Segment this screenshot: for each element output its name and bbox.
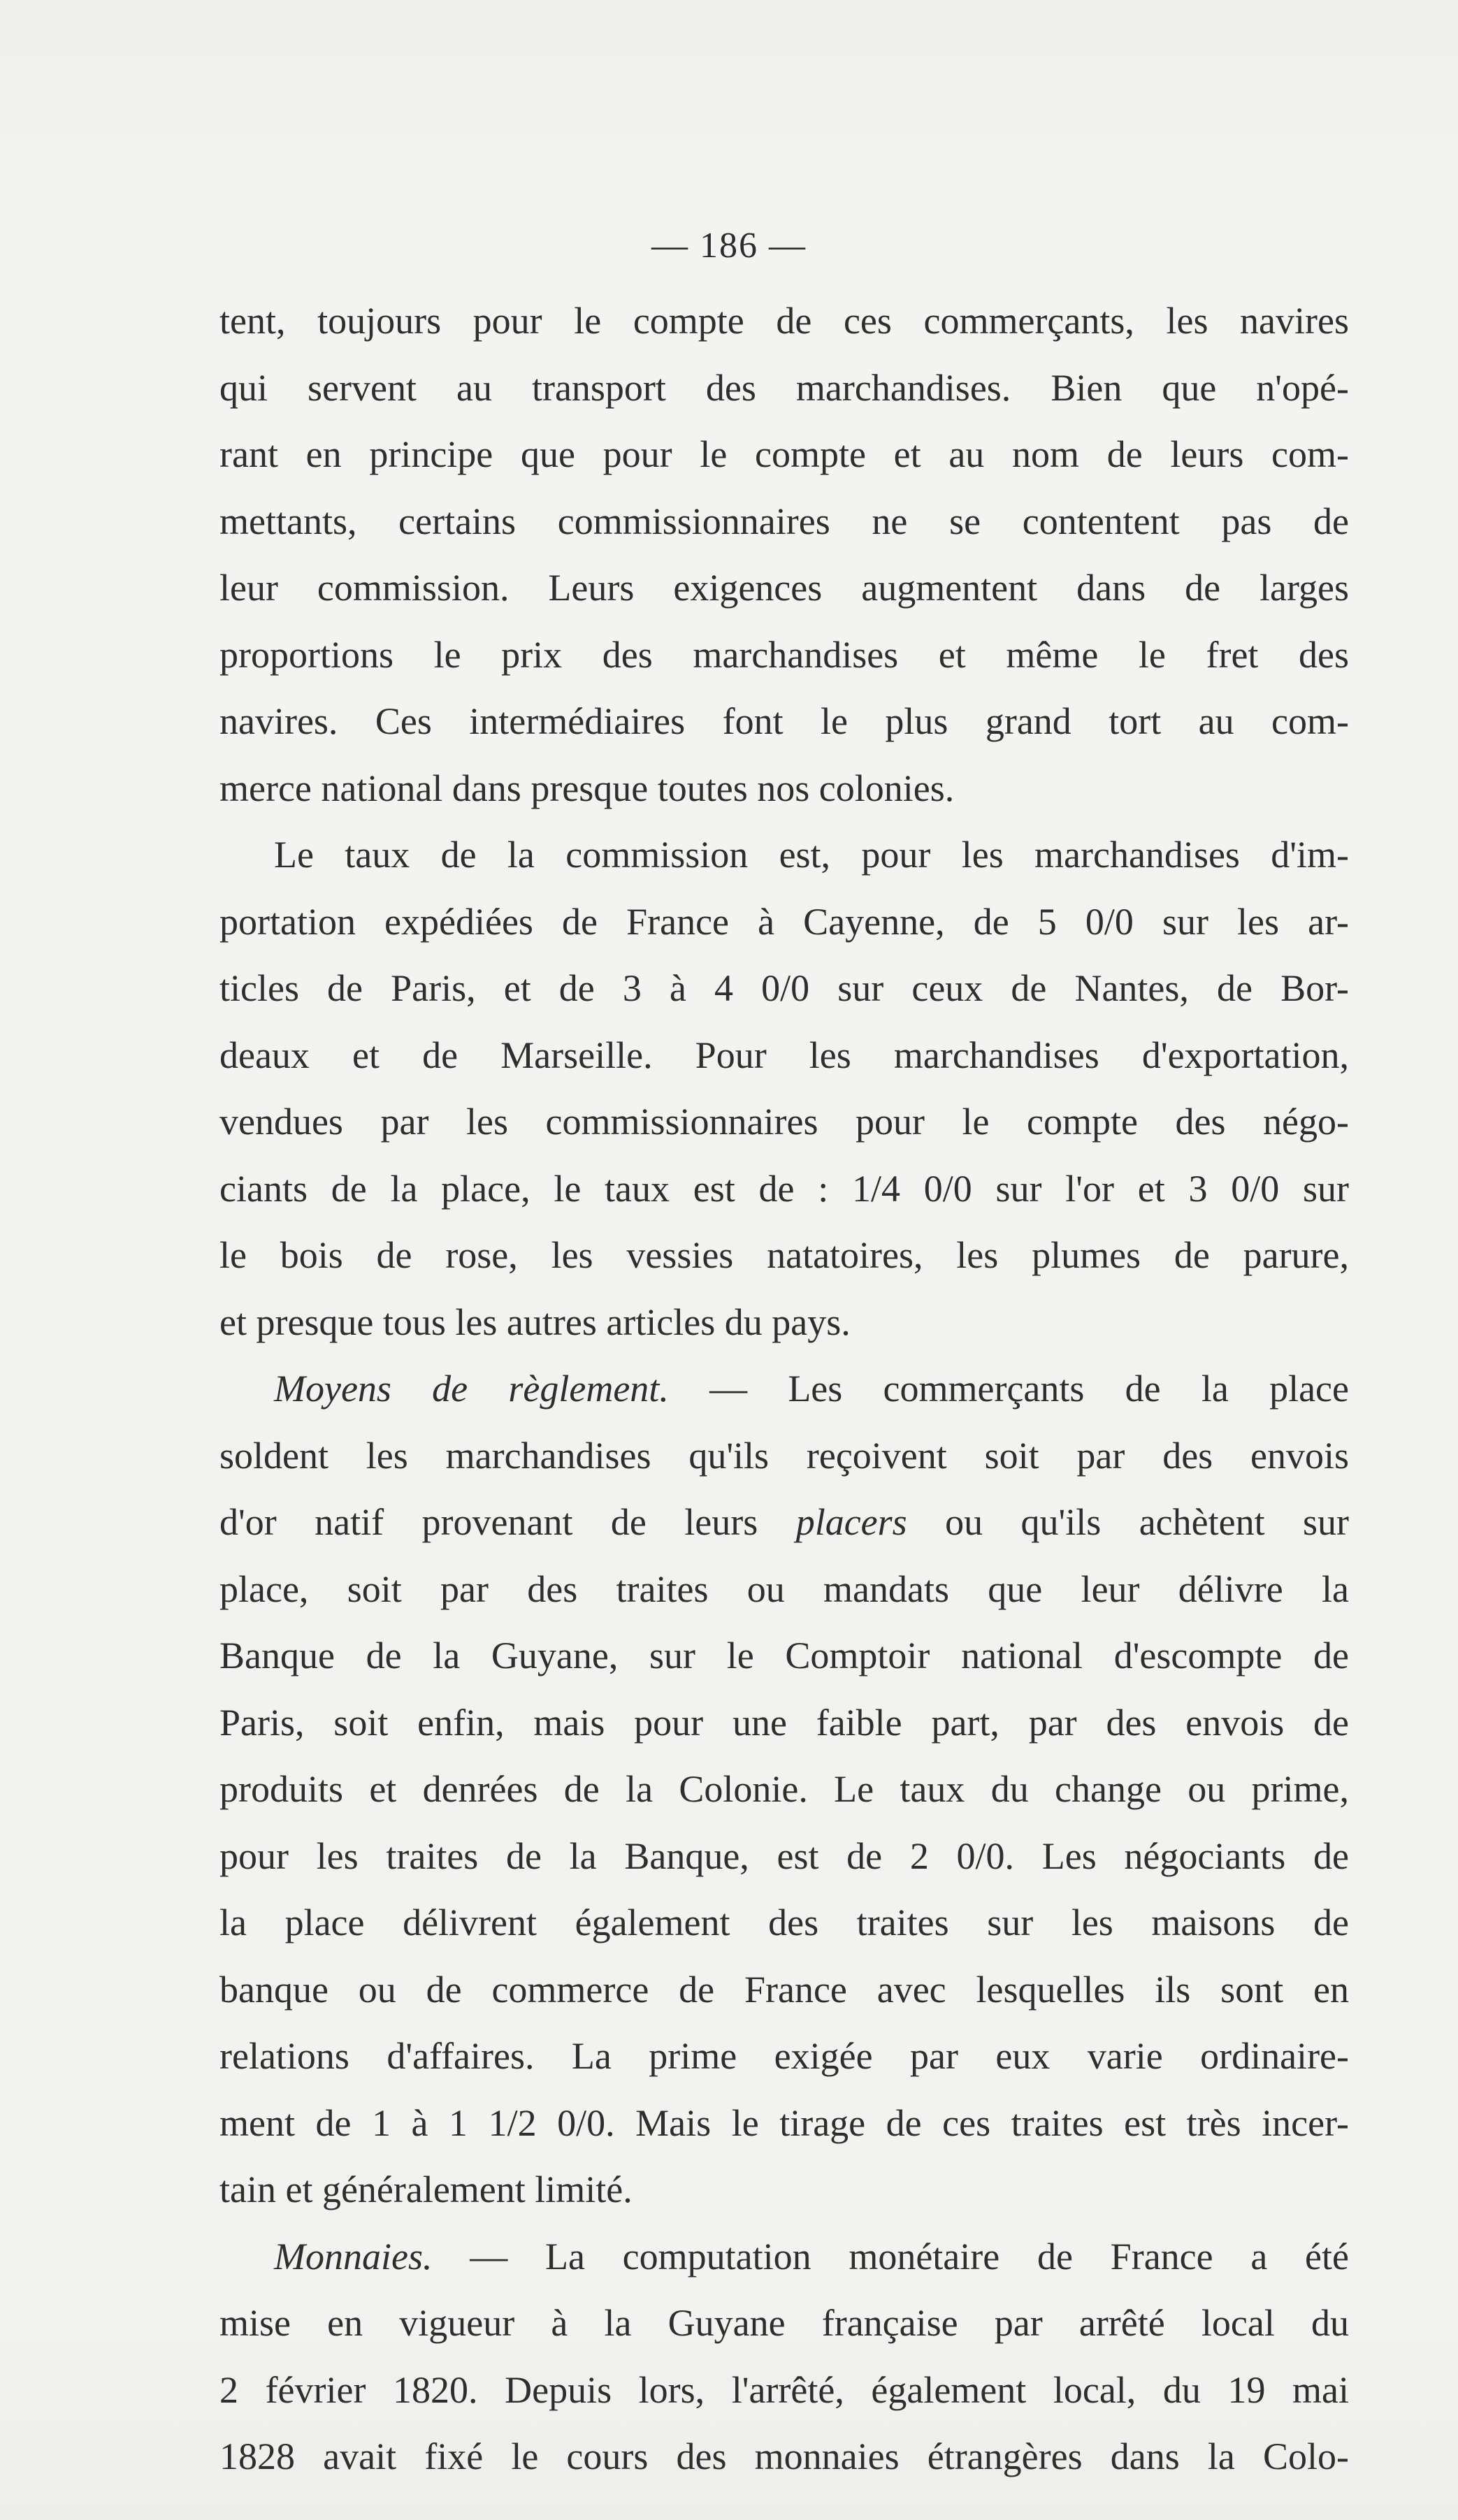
text-line: 1828 avait fixé le cours des monnaies étrangères dans la Colo- [219, 2435, 1349, 2477]
text-line: merce national dans presque toutes nos colonies. [219, 767, 955, 809]
text-line: d'or natif provenant de leurs placers ou qu'ils achètent sur [219, 1501, 1350, 1543]
text-line: tain et généralement limité. [219, 2168, 633, 2210]
text-line: place, soit par des traites ou mandats que leur délivre la [219, 1567, 1349, 1610]
text-line: navires. Ces intermédiaires font le plus grand tort au com- [219, 700, 1349, 742]
text-line: la place délivrent également des traites sur les maisons de [219, 1902, 1349, 1943]
section-heading-line: Monnaies. — La computation monétaire de France a été [274, 2235, 1349, 2278]
text-line: ciants de la place, le taux est de : 1/4 0/0 sur l'or et 3 0/0 sur [219, 1167, 1349, 1210]
text-line: ment de 1 à 1 1/2 0/0. Mais le tirage de ces traites est très incer- [219, 2101, 1349, 2144]
text-line: deaux et de Marseille. Pour les marchandises d'exportation, [219, 1034, 1349, 1076]
text-line: Banque de la Guyane, sur le Comptoir national d'escompte de [219, 1635, 1349, 1677]
text-line: tent, toujours pour le compte de ces commerçants, les navires [219, 300, 1349, 342]
text-line: portation expédiées de France à Cayenne, de 5 0/0 sur les ar- [219, 900, 1349, 943]
text-line: proportions le prix des marchandises et même le fret des [219, 633, 1349, 676]
text-line: le bois de rose, les vessies natatoires, les plumes de parure, [219, 1234, 1349, 1276]
section-title-reglement: Moyens de règlement. [274, 1368, 669, 1410]
section-title-monnaies: Monnaies. [274, 2235, 433, 2278]
text-line: pour les traites de la Banque, est de 2 0/0. Les négociants de [219, 1834, 1349, 1877]
text-line: Le taux de la commission est, pour les marchandises d'im- [274, 834, 1349, 876]
text-line: vendues par les commissionnaires pour le compte des négo- [219, 1101, 1349, 1143]
text-line: mettants, certains commissionnaires ne se contentent pas de [219, 500, 1349, 542]
text-line: 2 février 1820. Depuis lors, l'arrêté, également local, du 19 mai [219, 2368, 1349, 2411]
text-line: mise en vigueur à la Guyane française par arrêté local du [219, 2302, 1349, 2344]
section-heading-line: Moyens de règlement. — Les commerçants de la place [274, 1368, 1349, 1410]
page-number: — 186 — [651, 226, 807, 266]
text-line: soldent les marchandises qu'ils reçoivent soit par des envois [219, 1434, 1349, 1477]
body-text [219, 288, 1349, 2491]
text-line: leur commission. Leurs exigences augmentent dans de larges [219, 567, 1349, 609]
text-line: produits et denrées de la Colonie. Le taux du change ou prime, [219, 1768, 1349, 1810]
text-line: rant en principe que pour le compte et au nom de leurs com- [219, 433, 1349, 475]
text-line: banque ou de commerce de France avec lesquelles ils sont en [219, 1968, 1349, 2011]
italic-term-placers: placers [795, 1501, 907, 1543]
text-line: relations d'affaires. La prime exigée par eux varie ordinaire- [219, 2035, 1349, 2077]
text-line: ticles de Paris, et de 3 à 4 0/0 sur ceux de Nantes, de Bor- [219, 967, 1349, 1009]
text-line: qui servent au transport des marchandises. Bien que n'opé- [219, 366, 1349, 409]
text-line: et presque tous les autres articles du pays. [219, 1301, 851, 1343]
text-line: Paris, soit enfin, mais pour une faible part, par des envois de [219, 1701, 1349, 1744]
